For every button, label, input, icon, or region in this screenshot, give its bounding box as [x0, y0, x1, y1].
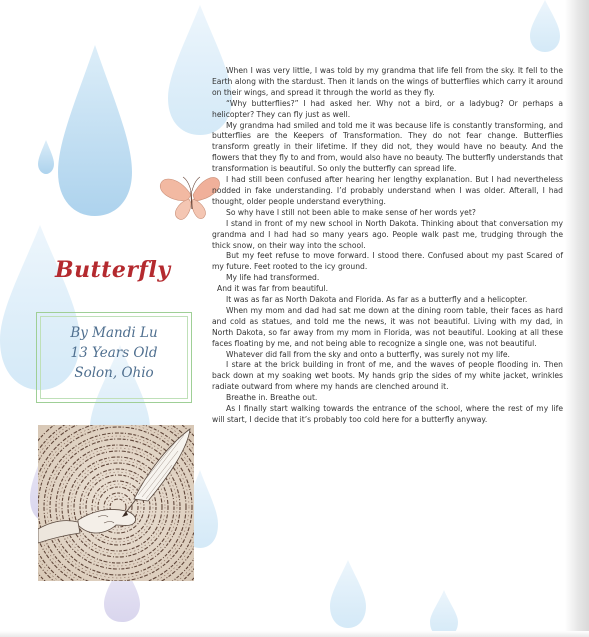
story-paragraph: It was as far as North Dakota and Florida. As far as a butterfly and a helicopter.: [226, 295, 528, 305]
author-location: Solon, Ohio: [74, 365, 154, 381]
story-body: [212, 66, 563, 426]
page-gutter-shadow: [565, 0, 589, 637]
story-paragraph: “Why butterflies?” I had asked her. Why not a bird, or a ladybug? Or perhaps a helicopter? They can fly just as well.: [212, 98, 563, 119]
raindrop-icon: [38, 140, 54, 174]
story-paragraph: Whatever did fall from the sky and onto a butterfly, was surely not my life.: [226, 349, 510, 359]
butterfly-icon: [160, 177, 219, 220]
story-paragraph: As I finally start walking towards the entrance of the school, where the rest of my life will start, I decide that it’s probably too cold here for a butterfly anyway.: [212, 404, 563, 424]
raindrop-icon: [330, 560, 366, 628]
story-paragraph: And it was far from beautiful.: [217, 284, 328, 294]
raindrop-icon: [58, 45, 132, 216]
story-paragraph: My life had transformed.: [226, 273, 320, 283]
raindrop-icon: [530, 0, 560, 52]
story-paragraph: I stare at the brick building in front of me, and the waves of people flooding in. Then back down at my soaking wet boots. My hands grip the sides of my white jacket, wrinkles radiate outward from where my hands are clenched around it.: [212, 360, 563, 392]
story-paragraph: But my feet refuse to move forward. I stood there. Confused about my past Scared of my future. Feet rooted to the icy ground.: [212, 251, 563, 272]
raindrop-icon: [430, 590, 458, 637]
story-paragraph: So why have I still not been able to make sense of her words yet?: [226, 207, 476, 217]
story-paragraph: I had still been confused after hearing her lengthy explanation. But I had nevertheless nodded in fake understanding. I’d probably understand when I was older. Afterall, I had thought, older people understand everything.: [212, 175, 563, 206]
story-paragraph: Breathe in. Breathe out.: [226, 393, 318, 403]
byline-box: [36, 312, 192, 403]
story-paragraph: I stand in front of my new school in North Dakota. Thinking about that conversation my grandma and I had had so many years ago. People walk past me, trudging through the thick snow, on their way into the school.: [212, 218, 563, 250]
story-title: Butterfly: [55, 257, 171, 283]
story-paragraph: When I was very little, I was told by my grandma that life fell from the sky. It fell to the Earth along with the stardust. Then it lands on the wings of butterflies which carry it around on their wings, and spread it through the world as they fly.: [212, 66, 563, 97]
author-name: By Mandi Lu: [70, 325, 158, 341]
story-paragraph: When my mom and dad had sat me down at the dining room table, their faces as hard and cold as statues, and told me the news, it was not beautiful. Living with my dad, in North Dakota, so far away from my mom in Florida, was not beautiful. Looking at all these faces floating by me, and not being able to recognize a single one, was not beautiful.: [212, 305, 563, 348]
author-age: 13 Years Old: [70, 345, 158, 361]
hand-with-quill-illustration: [38, 425, 194, 581]
story-paragraph: My grandma had smiled and told me it was because life is constantly transforming, and butterflies are the Keepers of Transformation. They do not fear change. Butterflies transform greatly in their lifetime. If they did not, they would have no beauty. And the flowers that they fly to and from, would also have no beauty. The butterfly understands that transformation is beautiful. So only the butterfly can spread life.: [212, 120, 563, 174]
page-bottom-edge: [0, 631, 589, 637]
